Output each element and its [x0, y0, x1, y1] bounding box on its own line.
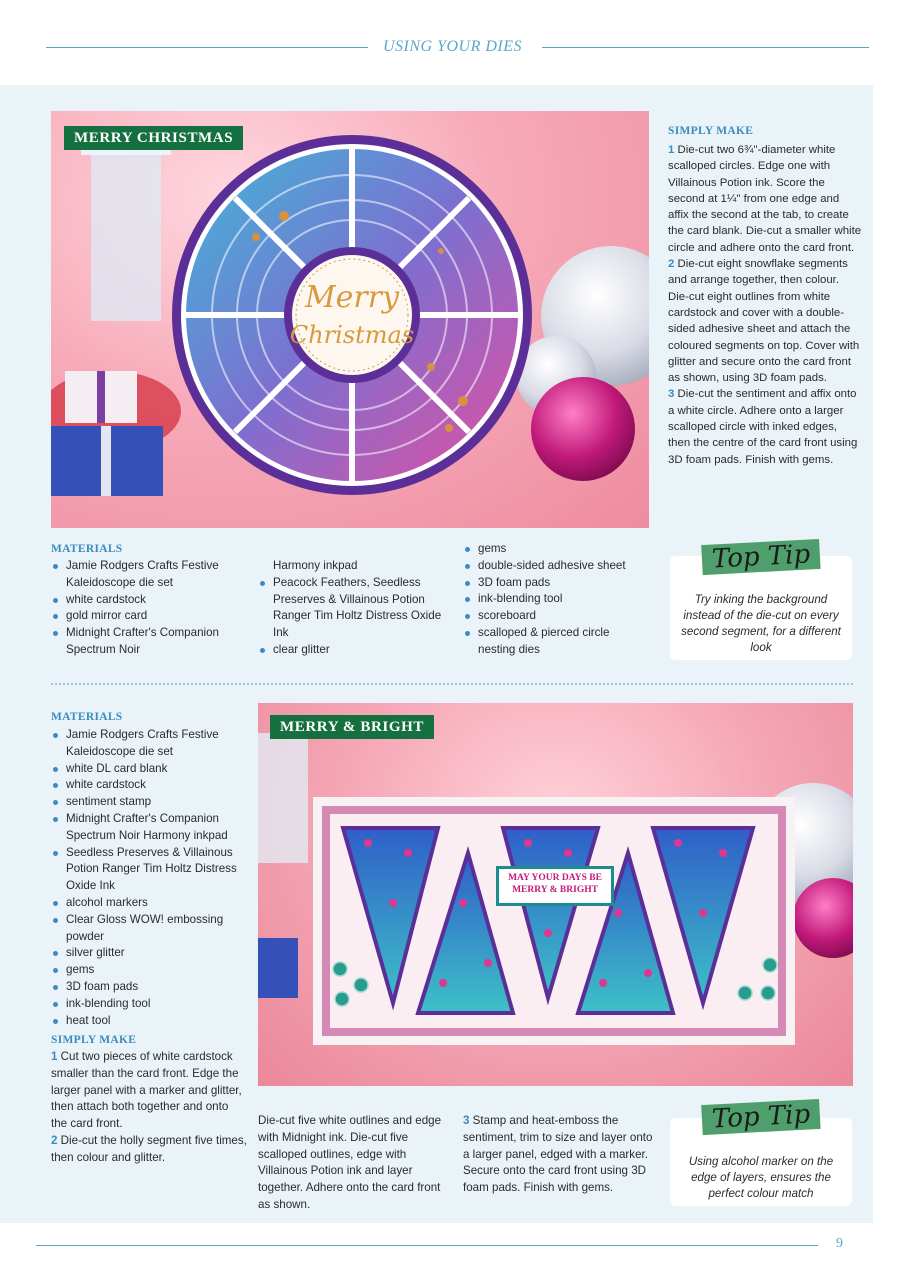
merry-and-bright-tag: MERRY & BRIGHT — [270, 715, 434, 739]
simply-make-col1 — [51, 1049, 247, 1167]
footer-rule — [36, 1245, 818, 1246]
list-item: sentiment stamp — [51, 794, 246, 811]
materials-heading-1: MATERIALS — [51, 543, 123, 555]
simply-make-col3 — [463, 1113, 653, 1197]
step-text: Die-cut two 6¾"-diameter white scalloped circles. Edge one with Villainous Potion ink. Score the second at 1¼" from one edge and affix the second at the tab, to create the card blank. Die-cut a smaller white circle and adhere onto the card front. — [668, 144, 862, 254]
materials-list-1-col1 — [51, 558, 241, 659]
list-item: scoreboard — [463, 608, 648, 625]
list-item: heat tool — [51, 1013, 246, 1030]
sentiment-merry: Merry — [304, 280, 400, 315]
header-rule-right — [542, 47, 869, 48]
list-item: gold mirror card — [51, 608, 241, 625]
list-item: gems — [463, 541, 648, 558]
list-item: Seedless Preserves & Villainous Potion Ranger Tim Holtz Distress Oxide Ink — [51, 845, 246, 895]
list-item: clear glitter — [258, 642, 448, 659]
list-item: Harmony inkpad — [273, 559, 358, 572]
top-tip-text-1: Try inking the background instead of the die-cut on every second segment, for a different look — [681, 593, 841, 654]
list-item: silver glitter — [51, 945, 246, 962]
step-text: Stamp and heat-emboss the sentiment, trim to size and layer onto a larger panel, edged with a marker. Secure onto the card front using 3D foam pads. Finish with gems. — [463, 1114, 653, 1195]
sentiment-christmas: Christmas — [289, 321, 415, 349]
merry-christmas-card-photo — [51, 111, 649, 528]
step-number: 2 — [668, 258, 675, 271]
step-text: Die-cut eight snowflake segments and arrange together, then colour. Die-cut eight outlines from white cardstock and cover with a double-sided adhesive sheet and attach the coloured segments on top. Cover with glitter and secure onto the card front as shown, using 3D foam pads. — [668, 258, 860, 385]
list-item: 3D foam pads — [51, 979, 246, 996]
list-item: white cardstock — [51, 777, 246, 794]
top-tip-box-1 — [670, 539, 852, 660]
merry-christmas-tag: MERRY CHRISTMAS — [64, 126, 243, 150]
top-tip-title-2: Top Tip — [701, 1099, 821, 1135]
list-item: white cardstock — [51, 592, 241, 609]
step-number: 3 — [668, 388, 675, 401]
list-item: alcohol markers — [51, 895, 246, 912]
step-text: Die-cut the sentiment and affix onto a white circle. Adhere onto a larger scalloped circle with inked edges, then the centre of the card front using 3D foam pads. Finish with gems. — [668, 388, 858, 466]
step-text: Die-cut the holly segment five times, then colour and glitter. — [51, 1133, 247, 1164]
list-item: Jamie Rodgers Crafts Festive Kaleidoscope die set — [51, 558, 241, 592]
merry-bright-sentiment: MAY YOUR DAYS BE MERRY & BRIGHT — [508, 873, 602, 895]
list-item: scalloped & pierced circle nesting dies — [463, 625, 648, 659]
list-item: Midnight Crafter's Companion Spectrum Noir Harmony inkpad — [51, 811, 246, 845]
list-item: gems — [51, 962, 246, 979]
list-item: Midnight Crafter's Companion Spectrum Noir — [51, 625, 241, 659]
materials-list-1-col3 — [463, 541, 648, 659]
materials-list-1-col2 — [258, 558, 448, 659]
list-item: Peacock Feathers, Seedless Preserves & Villainous Potion Ranger Tim Holtz Distress Oxide Ink — [258, 575, 448, 642]
list-item: white DL card blank — [51, 761, 246, 778]
section-title: USING YOUR DIES — [382, 38, 523, 55]
top-tip-text-2: Using alcohol marker on the edge of layers, ensures the perfect colour match — [688, 1155, 834, 1200]
step-number: 3 — [463, 1114, 470, 1127]
step-number: 2 — [51, 1133, 58, 1147]
materials-heading-2: MATERIALS — [51, 711, 123, 723]
list-item: Jamie Rodgers Crafts Festive Kaleidoscope die set — [51, 727, 246, 761]
top-tip-box-2 — [670, 1099, 852, 1206]
step-number: 1 — [668, 144, 675, 156]
top-tip-title-1: Top Tip — [701, 539, 821, 575]
simply-make-heading-2: SIMPLY MAKE — [51, 1034, 137, 1046]
list-item: Clear Gloss WOW! embossing powder — [51, 912, 246, 946]
section-divider — [51, 683, 853, 685]
step-text: Cut two pieces of white cardstock smaller than the card front. Edge the larger panel with a marker and glitter, then attach both together and onto the card front. — [51, 1050, 242, 1131]
list-item: ink-blending tool — [463, 591, 648, 608]
list-item: 3D foam pads — [463, 575, 648, 592]
list-item: ink-blending tool — [51, 996, 246, 1013]
step-number: 1 — [51, 1050, 58, 1063]
simply-make-steps-1 — [668, 142, 862, 468]
simply-make-col2: Die-cut five white outlines and edge with Midnight ink. Die-cut five scalloped outlines, edge with Villainous Potion ink and layer together. Adhere onto the card front as shown. — [258, 1114, 442, 1211]
page-number: 9 — [836, 1236, 843, 1251]
simply-make-heading-1: SIMPLY MAKE — [668, 125, 754, 137]
list-item: double-sided adhesive sheet — [463, 558, 648, 575]
card-illustration — [51, 111, 649, 528]
merry-and-bright-card-photo — [258, 703, 853, 1086]
materials-list-2 — [51, 727, 246, 1029]
